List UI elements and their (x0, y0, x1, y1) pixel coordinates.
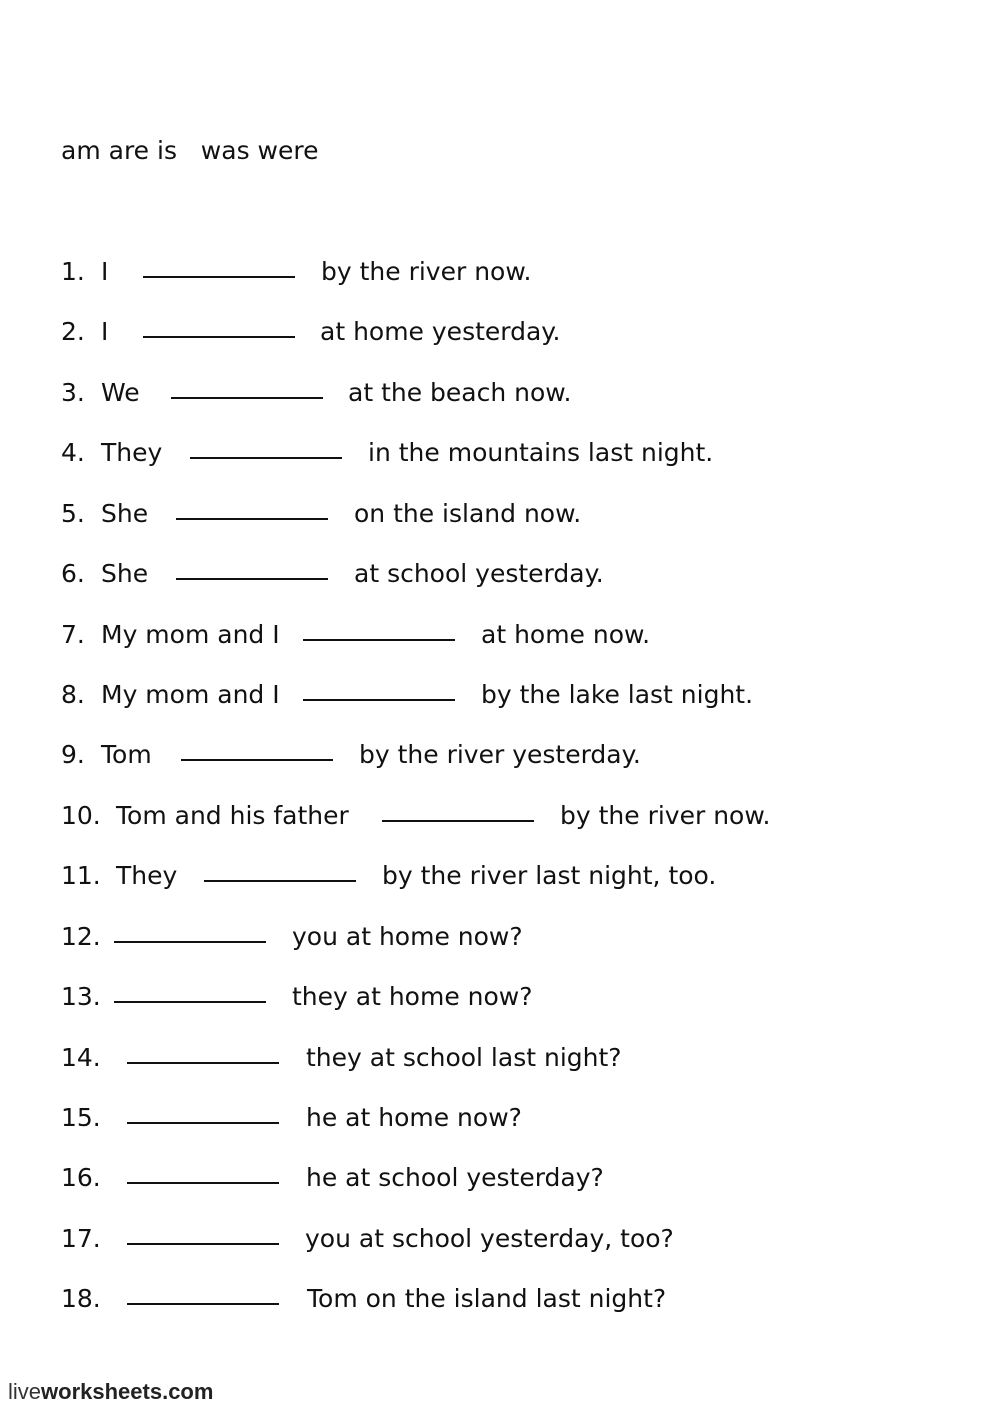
exercise-item-7 (61, 615, 821, 655)
exercise-item-12 (61, 917, 821, 957)
item-predicate: at home yesterday. (320, 317, 561, 346)
answer-blank-17[interactable] (127, 1219, 279, 1245)
item-predicate: at school yesterday. (354, 559, 604, 588)
item-predicate: Tom on the island last night? (307, 1284, 667, 1313)
answer-blank-2[interactable] (143, 312, 295, 338)
exercise-item-11 (61, 856, 821, 896)
item-number: 7. (61, 620, 85, 649)
answer-blank-1[interactable] (143, 252, 295, 278)
item-predicate: in the mountains last night. (368, 438, 714, 467)
word-bank: am are is was were (61, 136, 319, 165)
item-number: 4. (61, 438, 85, 467)
item-predicate: he at home now? (306, 1103, 522, 1132)
item-subject: She (101, 559, 149, 588)
item-predicate: he at school yesterday? (306, 1163, 604, 1192)
item-subject: I (101, 317, 109, 346)
item-subject: Tom (101, 740, 152, 769)
item-predicate: you at home now? (292, 922, 523, 951)
answer-blank-13[interactable] (114, 977, 266, 1003)
exercise-item-5 (61, 494, 821, 534)
item-predicate: by the river yesterday. (359, 740, 641, 769)
logo-brand: worksheets (41, 1379, 163, 1404)
exercise-item-3 (61, 373, 821, 413)
item-number: 6. (61, 559, 85, 588)
item-predicate: you at school yesterday, too? (305, 1224, 674, 1253)
item-predicate: on the island now. (354, 499, 582, 528)
item-predicate: they at school last night? (306, 1043, 622, 1072)
item-number: 15. (61, 1103, 101, 1132)
exercise-item-9 (61, 735, 821, 775)
item-number: 3. (61, 378, 85, 407)
answer-blank-11[interactable] (204, 856, 356, 882)
item-number: 11. (61, 861, 101, 890)
answer-blank-10[interactable] (382, 796, 534, 822)
item-subject: They (101, 438, 163, 467)
item-number: 9. (61, 740, 85, 769)
item-subject: We (101, 378, 140, 407)
answer-blank-6[interactable] (176, 554, 328, 580)
exercise-item-14 (61, 1038, 821, 1078)
exercise-item-8 (61, 675, 821, 715)
item-number: 14. (61, 1043, 101, 1072)
item-number: 10. (61, 801, 101, 830)
item-subject: My mom and I (101, 620, 280, 649)
item-number: 2. (61, 317, 85, 346)
item-subject: She (101, 499, 149, 528)
item-subject: I (101, 257, 109, 286)
item-number: 16. (61, 1163, 101, 1192)
item-predicate: by the river last night, too. (382, 861, 717, 890)
item-predicate: at the beach now. (348, 378, 572, 407)
exercise-item-4 (61, 433, 821, 473)
item-number: 18. (61, 1284, 101, 1313)
item-number: 13. (61, 982, 101, 1011)
answer-blank-3[interactable] (171, 373, 323, 399)
logo-suffix: .com (162, 1379, 214, 1404)
item-number: 8. (61, 680, 85, 709)
answer-blank-9[interactable] (181, 735, 333, 761)
exercise-item-10 (61, 796, 821, 836)
item-predicate: by the river now. (321, 257, 532, 286)
exercise-item-13 (61, 977, 821, 1017)
item-number: 1. (61, 257, 85, 286)
answer-blank-5[interactable] (176, 494, 328, 520)
answer-blank-4[interactable] (190, 433, 342, 459)
answer-blank-16[interactable] (127, 1158, 279, 1184)
item-subject: Tom and his father (116, 801, 349, 830)
item-predicate: they at home now? (292, 982, 533, 1011)
item-subject: My mom and I (101, 680, 280, 709)
item-number: 12. (61, 922, 101, 951)
answer-blank-12[interactable] (114, 917, 266, 943)
exercise-item-6 (61, 554, 821, 594)
exercise-item-15 (61, 1098, 821, 1138)
answer-blank-7[interactable] (303, 615, 455, 641)
answer-blank-8[interactable] (303, 675, 455, 701)
exercise-item-18 (61, 1279, 821, 1319)
exercise-item-16 (61, 1158, 821, 1198)
item-number: 5. (61, 499, 85, 528)
exercise-item-2 (61, 312, 821, 352)
item-predicate: by the lake last night. (481, 680, 754, 709)
answer-blank-15[interactable] (127, 1098, 279, 1124)
item-subject: They (116, 861, 178, 890)
exercise-item-1 (61, 252, 821, 292)
exercise-item-17 (61, 1219, 821, 1259)
logo-prefix: live (8, 1379, 42, 1404)
answer-blank-14[interactable] (127, 1038, 279, 1064)
item-predicate: at home now. (481, 620, 651, 649)
liveworksheets-logo[interactable] (8, 1379, 213, 1405)
item-predicate: by the river now. (560, 801, 771, 830)
answer-blank-18[interactable] (127, 1279, 279, 1305)
item-number: 17. (61, 1224, 101, 1253)
